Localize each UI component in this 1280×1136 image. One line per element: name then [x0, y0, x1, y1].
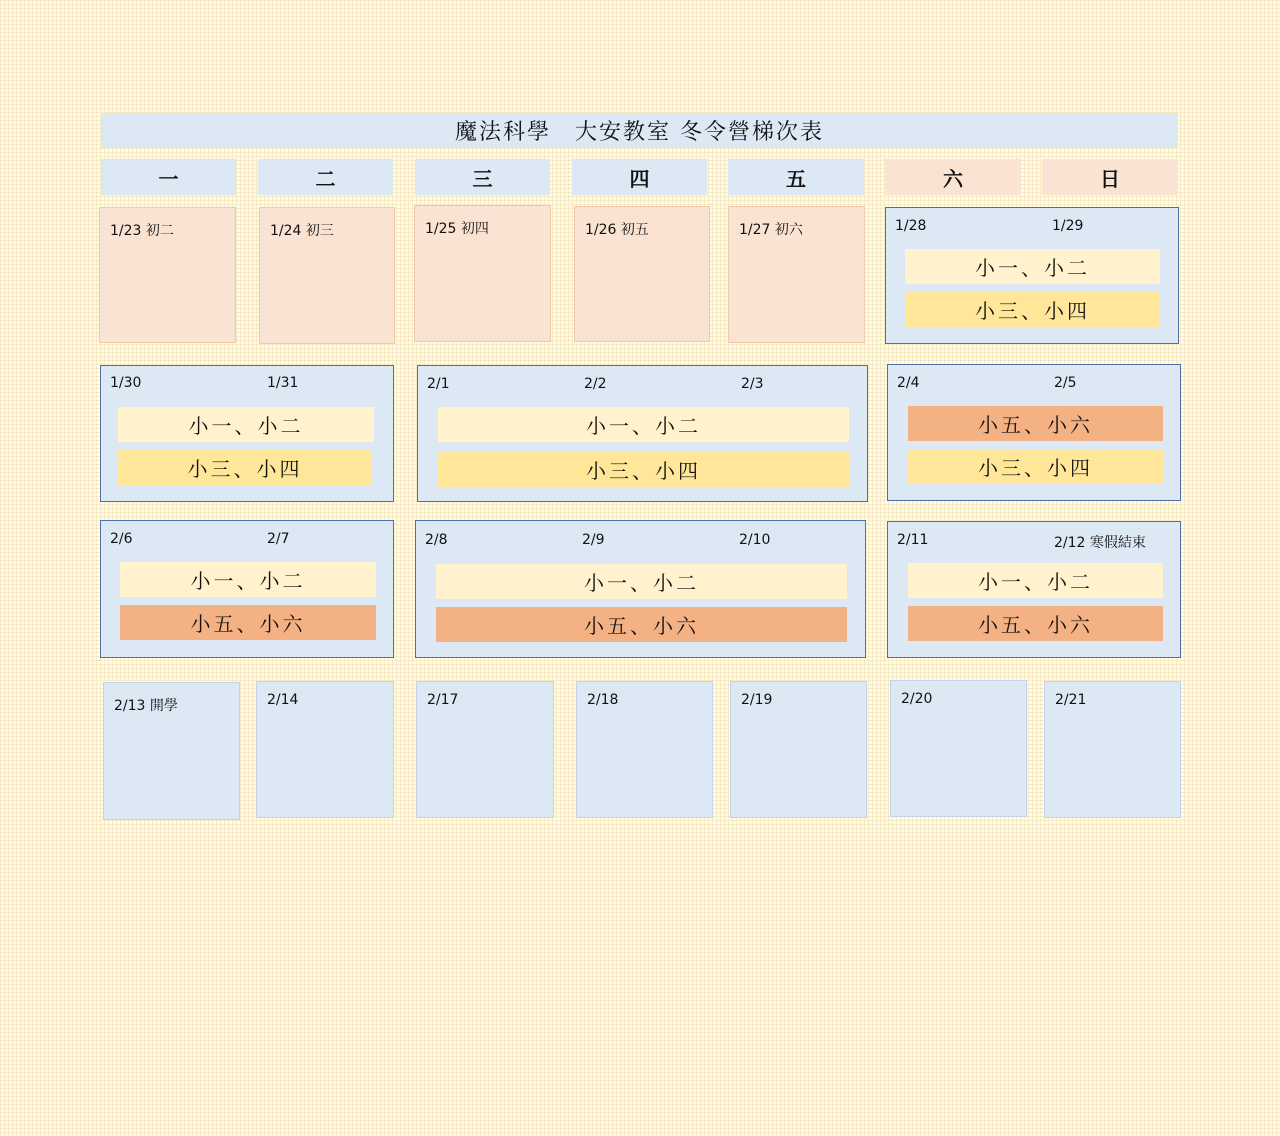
date-label: 2/12 寒假結束 [1054, 535, 1146, 551]
date-label: 1/27 初六 [739, 222, 803, 238]
session-group[interactable] [887, 364, 1181, 501]
grade-pill: 小三、小四 [905, 292, 1160, 327]
day-cell[interactable] [99, 207, 236, 343]
date-label: 1/26 初五 [585, 222, 649, 238]
day-cell[interactable] [890, 680, 1027, 817]
day-cell[interactable] [1044, 681, 1181, 818]
weekday-header-thu: 四 [572, 159, 707, 195]
grade-pill: 小五、小六 [908, 406, 1163, 441]
grade-pill: 小五、小六 [436, 607, 847, 642]
day-cell[interactable] [728, 206, 865, 343]
grade-pill: 小一、小二 [436, 564, 847, 599]
date-label: 1/30 [110, 375, 142, 391]
weekday-header-sat: 六 [885, 159, 1021, 195]
day-cell[interactable] [730, 681, 867, 818]
weekday-header-wed: 三 [415, 159, 550, 195]
date-label: 2/7 [267, 531, 290, 547]
grade-pill: 小三、小四 [438, 452, 849, 487]
grade-pill: 小三、小四 [118, 450, 372, 485]
date-label: 2/6 [110, 531, 133, 547]
page-title: 魔法科學 大安教室 冬令營梯次表 [101, 113, 1178, 148]
date-label: 2/19 [741, 692, 773, 708]
weekday-header-mon: 一 [101, 159, 236, 195]
date-label: 1/28 [895, 218, 927, 234]
day-cell[interactable] [103, 682, 240, 820]
grade-pill: 小一、小二 [118, 407, 374, 442]
grade-pill: 小五、小六 [908, 606, 1163, 641]
date-label: 1/29 [1052, 218, 1084, 234]
date-label: 2/3 [741, 376, 764, 392]
session-group[interactable] [417, 365, 868, 502]
grade-pill: 小五、小六 [120, 605, 376, 640]
grade-pill: 小一、小二 [908, 563, 1163, 598]
date-label: 2/4 [897, 375, 920, 391]
date-label: 2/5 [1054, 375, 1077, 391]
date-label: 2/21 [1055, 692, 1087, 708]
session-group[interactable] [100, 520, 394, 658]
day-cell[interactable] [416, 681, 554, 818]
session-group[interactable] [887, 521, 1181, 658]
grade-pill: 小一、小二 [120, 562, 376, 597]
session-group[interactable] [415, 520, 866, 658]
day-cell[interactable] [576, 681, 713, 818]
date-label: 1/23 初二 [110, 223, 174, 239]
date-label: 2/9 [582, 532, 605, 548]
weekday-header-sun: 日 [1042, 159, 1178, 195]
date-label: 2/10 [739, 532, 771, 548]
session-group[interactable] [885, 207, 1179, 344]
date-label: 2/17 [427, 692, 459, 708]
date-label: 2/8 [425, 532, 448, 548]
day-cell[interactable] [259, 207, 395, 344]
day-cell[interactable] [574, 206, 710, 342]
date-label: 2/1 [427, 376, 450, 392]
session-group[interactable] [100, 365, 394, 502]
date-label: 2/2 [584, 376, 607, 392]
date-label: 2/13 開學 [114, 698, 178, 714]
grade-pill: 小一、小二 [905, 249, 1160, 284]
date-label: 2/18 [587, 692, 619, 708]
date-label: 2/20 [901, 691, 933, 707]
date-label: 2/14 [267, 692, 299, 708]
grade-pill: 小三、小四 [908, 449, 1163, 484]
weekday-header-tue: 二 [258, 159, 393, 195]
date-label: 2/11 [897, 532, 929, 548]
grade-pill: 小一、小二 [438, 407, 849, 442]
weekday-header-fri: 五 [728, 159, 864, 195]
date-label: 1/24 初三 [270, 223, 334, 239]
date-label: 1/25 初四 [425, 221, 489, 237]
day-cell[interactable] [256, 681, 394, 818]
day-cell[interactable] [414, 205, 551, 342]
date-label: 1/31 [267, 375, 299, 391]
